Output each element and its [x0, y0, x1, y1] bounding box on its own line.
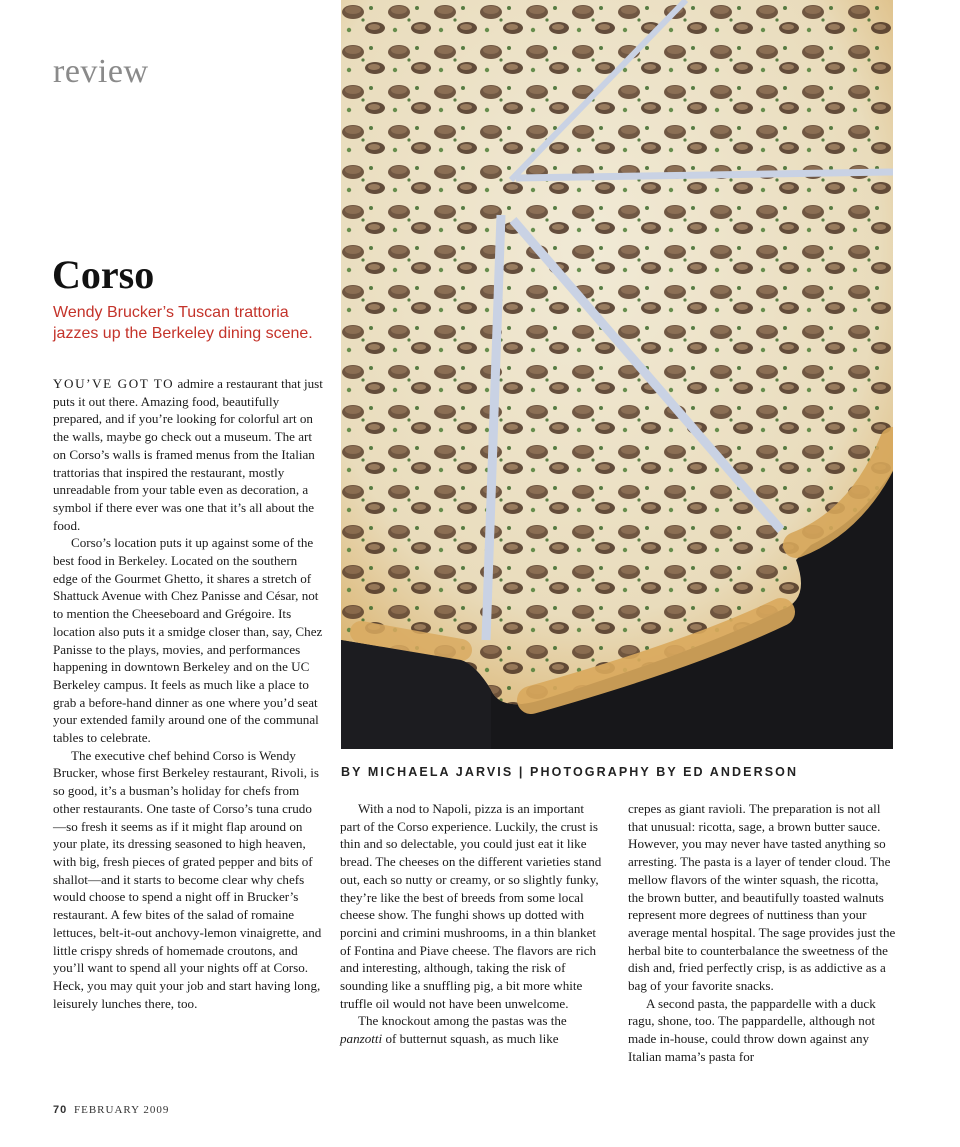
article-column-3 — [628, 800, 896, 1066]
paragraph: crepes as giant ravioli. The preparation is not all that unusual: ricotta, sage, a brown butter sauce. However, you may never have tasted anything so arresting. The pasta is a layer of tender cloud. The mellow flavors of the winter squash, the ricotta, the brown butter, and beautifully toasted walnuts represent more degrees of nuttiness than your average mental hospital. The sage provides just the herbal bite to counterbalance the sweetness of the dish and, fried perfectly crisp, is as addictive as a bag of your favorite snacks. — [628, 801, 896, 994]
paragraph: The executive chef behind Corso is Wendy Brucker, whose first Berkeley restaurant, Rivoli, is so good, it’s a busman’s holiday for chefs from other restaurants. One taste of Corso’s tuna crudo—so fresh it seems as if it might flap around on your plate, its dressing seasoned to high heaven, with big, fresh pieces of grated pepper and bits of shallot—and it starts to become clear why chefs would choose to spend a night off in Brucker’s restaurant. A few bites of the salad of romaine lettuces, belt-it-out anchovy-lemon vinaigrette, and little crispy shreds of homemade croutons, and you’ll want to spend all your nights off at Corso. Heck, you may quit your job and start having long, leisurely lunches there, too. — [53, 747, 322, 1011]
article-deck: Wendy Brucker’s Tuscan trattoria jazzes up the Berkeley dining scene. — [53, 304, 313, 342]
paragraph: With a nod to Napoli, pizza is an important part of the Corso experience. Luckily, the crust is thin and so delectable, you could just eat it like bread. The cheeses on the different varieties stand out, each so nutty or creamy, or so slightly funky, they’re like the best of breeds from some local cheese show. The funghi shows up dotted with porcini and crimini mushrooms, in a thin blanket of Fontina and Piave cheese. The flavors are rich and interesting, although, taking the risk of sounding like a snuffling pig, a bit more white truffle oil would not have been unwelcome. — [340, 801, 602, 1011]
lead-in: YOU’VE GOT TO — [53, 376, 175, 391]
page-folio — [53, 1104, 169, 1116]
paragraph: Corso’s location puts it up against some of the best food in Berkeley. Located on the southern edge of the Gourmet Ghetto, it shares a stretch of Shattuck Avenue with Chez Panisse and César, not to mention the Cheeseboard and Grégoire. Its location also puts it a smidge closer than, say, Chez Panisse to the plays, movies, and performances happening in downtown Berkeley and on the UC Berkeley campus. It feels as much like a place to grab a before-hand dinner as one where you’d seat your extended family around one of the communal tables to celebrate. — [53, 535, 323, 746]
paragraph-text: admire a restaurant that just puts it out there. Amazing food, beautifully prepared, and if you’re looking for colorful art on the walls, maybe go check out a museum. The art on Corso’s walls is framed menus from the Italian trattorias that inspired the restaurant, mostly unreadable from your table even as decoration, a symbol if there ever was one that it’s all about the food. — [53, 376, 323, 533]
pizza-photo — [341, 0, 893, 749]
paragraph: A second pasta, the pappardelle with a duck ragu, shone, too. The pappardelle, although not made in-house, could throw down against any Italian mama’s pasta for — [628, 995, 876, 1064]
issue-date: FEBRUARY 2009 — [74, 1104, 170, 1116]
byline: BY MICHAELA JARVIS | PHOTOGRAPHY BY ED ANDERSON — [341, 765, 799, 779]
paragraph — [340, 1012, 605, 1047]
article-column-2 — [340, 800, 605, 1048]
article-title: Corso — [52, 252, 155, 297]
paragraph — [53, 375, 323, 534]
dish-name: panzotti — [340, 1031, 383, 1047]
article-column-1 — [53, 375, 323, 1012]
section-label: review — [53, 53, 149, 90]
paragraph-text: The knockout among the pastas was the — [358, 1013, 567, 1029]
paragraph-text: of butternut squash, as much like — [385, 1031, 559, 1047]
page-number: 70 — [53, 1104, 68, 1116]
